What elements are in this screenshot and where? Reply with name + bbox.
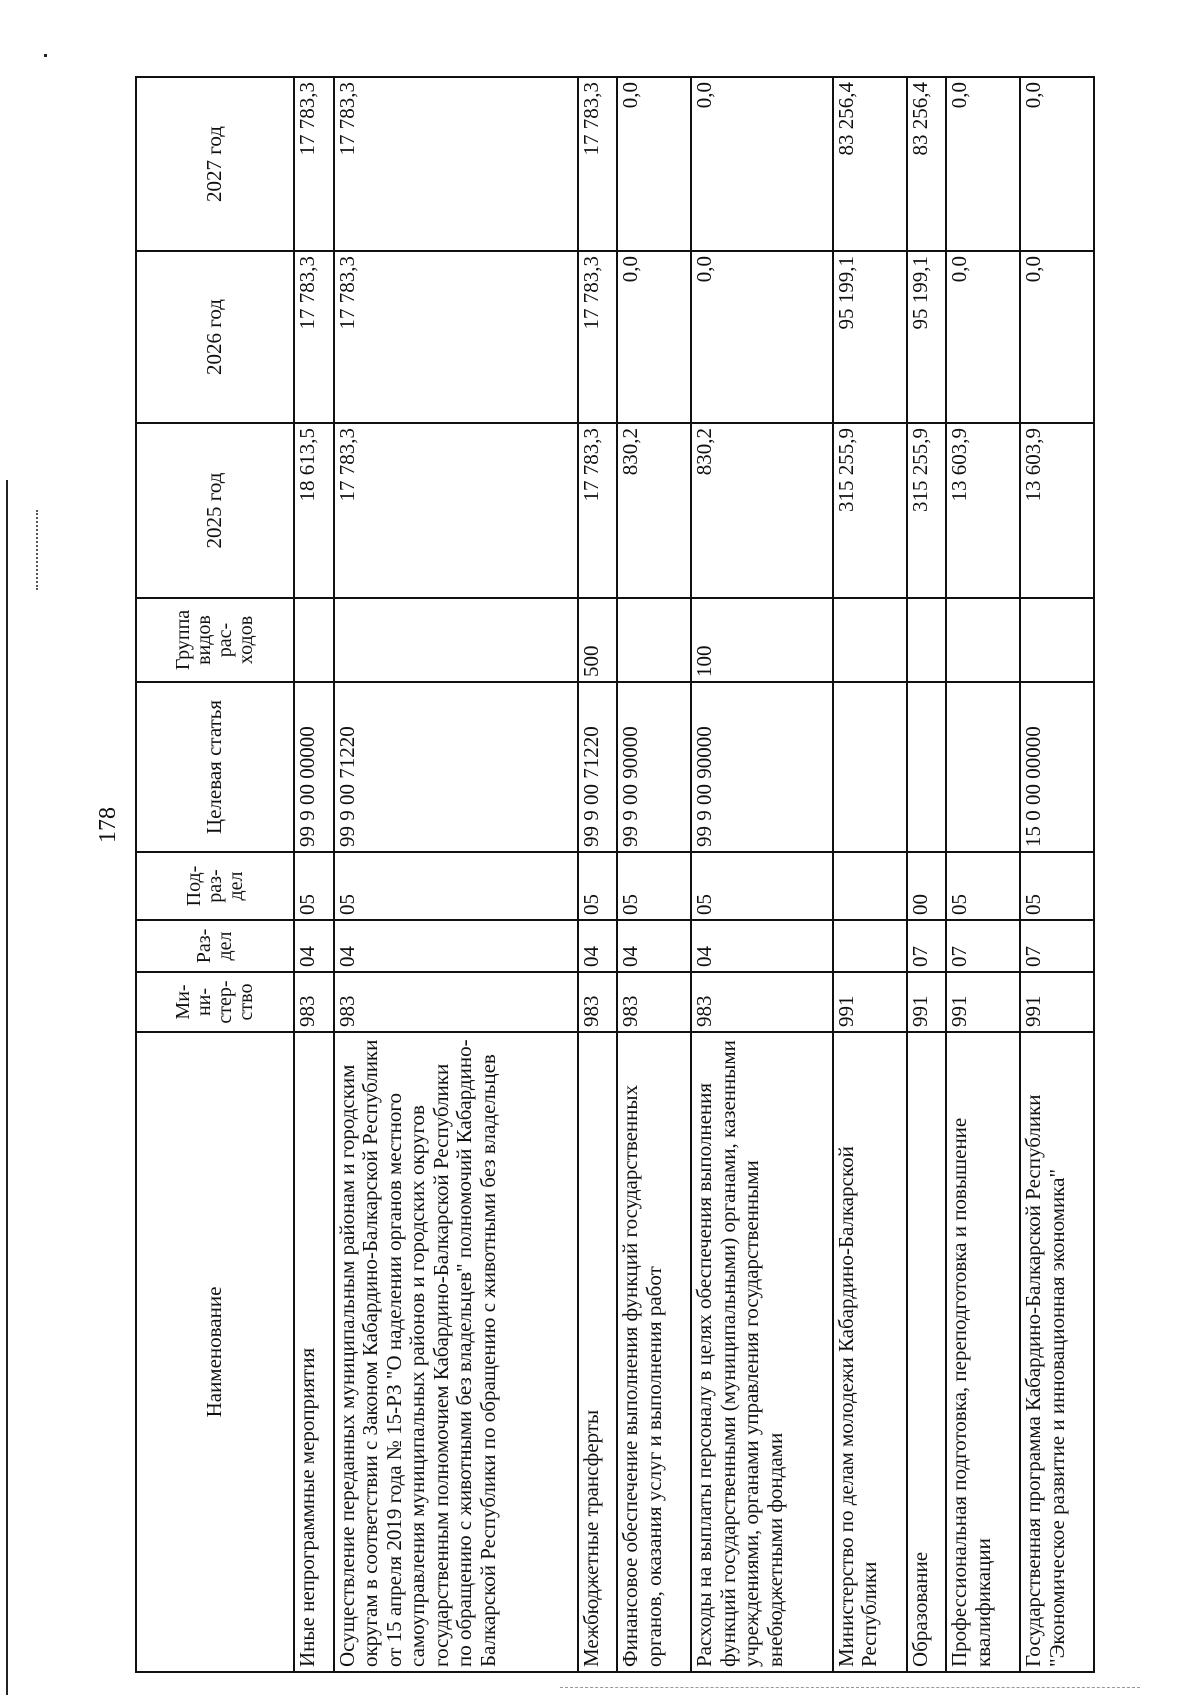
row-subsection: 05 [578, 852, 618, 920]
row-2027: 17 783,3 [294, 77, 334, 251]
row-2025: 315 255,9 [833, 423, 907, 598]
row-ministry: 991 [907, 972, 947, 1032]
row-ministry: 983 [578, 972, 618, 1032]
row-subsection: 05 [294, 852, 334, 920]
row-subsection: 05 [334, 852, 578, 920]
row-2026: 17 783,3 [578, 251, 618, 423]
row-2027: 17 783,3 [334, 77, 578, 251]
row-2026: 17 783,3 [334, 251, 578, 423]
page-number: 178 [95, 807, 121, 843]
row-subsection: 05 [946, 852, 1020, 920]
row-2025: 17 783,3 [578, 423, 618, 598]
row-target: 99 9 00 00000 [294, 682, 334, 852]
row-name: Иные непрограммные мероприятия [294, 1032, 334, 1672]
header-target: Целевая статья [136, 682, 294, 852]
budget-table-rotated [135, 78, 1095, 1673]
budget-table-container [135, 78, 1095, 1673]
row-2026: 0,0 [946, 251, 1020, 423]
budget-table [135, 76, 1095, 1673]
scan-artifact-dot [44, 54, 47, 57]
row-section: 04 [578, 920, 618, 972]
header-section: Раз-дел [136, 920, 294, 972]
scan-edge-line [6, 480, 8, 1695]
table-row [1020, 77, 1094, 1672]
row-2025: 18 613,5 [294, 423, 334, 598]
row-name: Межбюджетные трансферты [578, 1032, 618, 1672]
row-name: Образование [907, 1032, 947, 1672]
row-target: 99 9 00 71220 [334, 682, 578, 852]
header-2025: 2025 год [136, 423, 294, 598]
row-2026: 95 199,1 [907, 251, 947, 423]
header-2026: 2026 год [136, 251, 294, 423]
row-section: 07 [1020, 920, 1094, 972]
table-header-row [136, 77, 294, 1672]
row-2027: 0,0 [617, 77, 691, 251]
table-row [294, 77, 334, 1672]
header-expense-group: Группа видов рас-ходов [136, 598, 294, 682]
row-group [833, 598, 907, 682]
row-ministry: 983 [691, 972, 833, 1032]
row-ministry: 991 [1020, 972, 1094, 1032]
table-row [691, 77, 833, 1672]
table-row [946, 77, 1020, 1672]
row-ministry: 991 [833, 972, 907, 1032]
row-section [833, 920, 907, 972]
row-2026: 0,0 [691, 251, 833, 423]
row-2027: 0,0 [691, 77, 833, 251]
row-group [617, 598, 691, 682]
row-2027: 17 783,3 [578, 77, 618, 251]
scan-artifact-line [560, 1687, 1140, 1688]
row-target [946, 682, 1020, 852]
header-subsection: Под-раз-дел [136, 852, 294, 920]
row-section: 04 [691, 920, 833, 972]
header-name: Наименование [136, 1032, 294, 1672]
row-group: 500 [578, 598, 618, 682]
row-group [907, 598, 947, 682]
row-ministry: 991 [946, 972, 1020, 1032]
row-2026: 95 199,1 [833, 251, 907, 423]
row-target [833, 682, 907, 852]
row-section: 07 [907, 920, 947, 972]
row-target [907, 682, 947, 852]
row-subsection [833, 852, 907, 920]
row-target: 99 9 00 90000 [617, 682, 691, 852]
row-target: 99 9 00 90000 [691, 682, 833, 852]
row-subsection: 05 [1020, 852, 1094, 920]
row-group [1020, 598, 1094, 682]
table-row [833, 77, 907, 1672]
row-2027: 0,0 [1020, 77, 1094, 251]
row-section: 04 [294, 920, 334, 972]
scan-artifact-dash [36, 510, 40, 590]
row-name: Государственная программа Кабардино-Балкарской Республики "Экономическое развитие и инновационная экономика" [1020, 1032, 1094, 1672]
row-2026: 0,0 [617, 251, 691, 423]
row-group [946, 598, 1020, 682]
row-section: 04 [334, 920, 578, 972]
header-2027: 2027 год [136, 77, 294, 251]
row-2027: 0,0 [946, 77, 1020, 251]
table-row [578, 77, 618, 1672]
row-2025: 17 783,3 [334, 423, 578, 598]
row-2025: 315 255,9 [907, 423, 947, 598]
row-name: Финансовое обеспечение выполнения функций государственных органов, оказания услуг и выполнения работ [617, 1032, 691, 1672]
row-2026: 17 783,3 [294, 251, 334, 423]
row-2026: 0,0 [1020, 251, 1094, 423]
row-name: Министерство по делам молодежи Кабардино-Балкарской Республики [833, 1032, 907, 1672]
row-2025: 830,2 [617, 423, 691, 598]
header-ministry: Ми-ни-стер-ство [136, 972, 294, 1032]
row-2025: 830,2 [691, 423, 833, 598]
row-section: 07 [946, 920, 1020, 972]
row-target: 99 9 00 71220 [578, 682, 618, 852]
row-group: 100 [691, 598, 833, 682]
row-subsection: 00 [907, 852, 947, 920]
row-group [294, 598, 334, 682]
row-name: Профессиональная подготовка, переподготовка и повышение квалификации [946, 1032, 1020, 1672]
row-ministry: 983 [334, 972, 578, 1032]
row-name: Расходы на выплаты персоналу в целях обеспечения выполнения функций государственными (муниципальными) органами, казенными учреждениями, органами управления государственными внебюджетными фондами [691, 1032, 833, 1672]
row-ministry: 983 [294, 972, 334, 1032]
row-2027: 83 256,4 [907, 77, 947, 251]
row-ministry: 983 [617, 972, 691, 1032]
row-subsection: 05 [691, 852, 833, 920]
table-row [617, 77, 691, 1672]
row-target: 15 0 00 00000 [1020, 682, 1094, 852]
row-section: 04 [617, 920, 691, 972]
table-row [334, 77, 578, 1672]
row-2027: 83 256,4 [833, 77, 907, 251]
row-2025: 13 603,9 [1020, 423, 1094, 598]
row-subsection: 05 [617, 852, 691, 920]
row-2025: 13 603,9 [946, 423, 1020, 598]
row-name: Осуществление переданных муниципальным районам и городским округам в соответствии с Законом Кабардино-Балкарской Республики от 15 апреля 2019 года № 15-РЗ "О наделении органов местного самоуправления муниципальных районов и городских округов государственным полномочием Кабардино-Балкарской Республики по обращению с животными без владельцев" полномочий Кабардино-Балкарской Республики по обращению с животными без владельцев [334, 1032, 578, 1672]
row-group [334, 598, 578, 682]
table-row [907, 77, 947, 1672]
